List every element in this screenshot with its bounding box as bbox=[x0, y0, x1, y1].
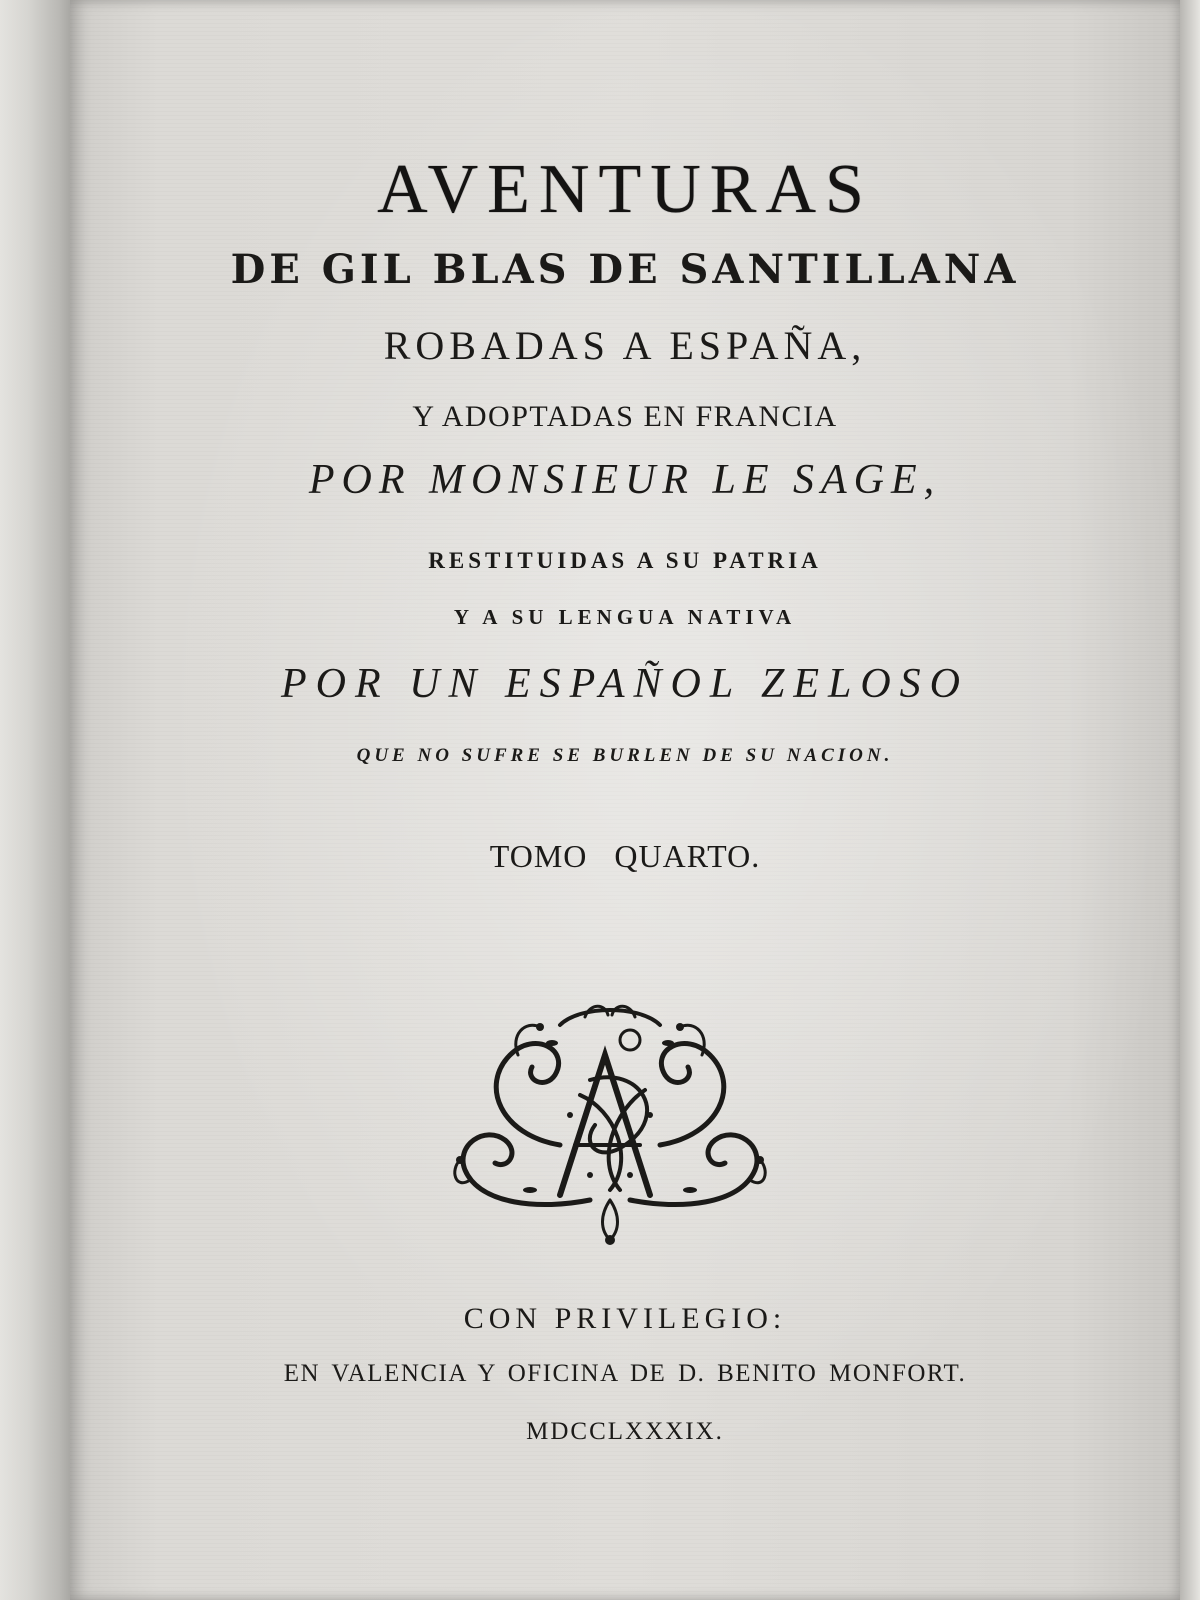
book-title: AVENTURAS bbox=[377, 151, 873, 228]
title-line-author: POR MONSIEUR LE SAGE, bbox=[308, 457, 942, 503]
printers-monogram-ornament-icon bbox=[440, 995, 780, 1245]
publication-year: MDCCLXXXIX. bbox=[526, 1418, 724, 1445]
volume-label: TOMO QUARTO. bbox=[489, 838, 761, 874]
title-line-adoptadas: Y ADOPTADAS EN FRANCIA bbox=[412, 400, 838, 433]
privilege-line: CON PRIVILEGIO: bbox=[463, 1302, 787, 1335]
book-page-edge-right bbox=[1180, 0, 1200, 1600]
book-page-edge-left bbox=[0, 0, 70, 1600]
title-line-nacion: QUE NO SUFRE SE BURLEN DE SU NACION. bbox=[356, 745, 894, 766]
title-line-robadas: ROBADAS A ESPAÑA, bbox=[383, 323, 867, 368]
title-line-lengua: Y A SU LENGUA NATIVA bbox=[453, 605, 797, 629]
title-line-translator: POR UN ESPAÑOL ZELOSO bbox=[280, 661, 970, 707]
title-line-restituidas: RESTITUIDAS A SU PATRIA bbox=[428, 548, 822, 573]
title-line-gil-blas: DE GIL BLAS DE SANTILLANA bbox=[230, 246, 1020, 293]
title-page bbox=[70, 0, 1180, 1600]
imprint-line: EN VALENCIA Y OFICINA DE D. BENITO MONFORT. bbox=[283, 1360, 967, 1387]
